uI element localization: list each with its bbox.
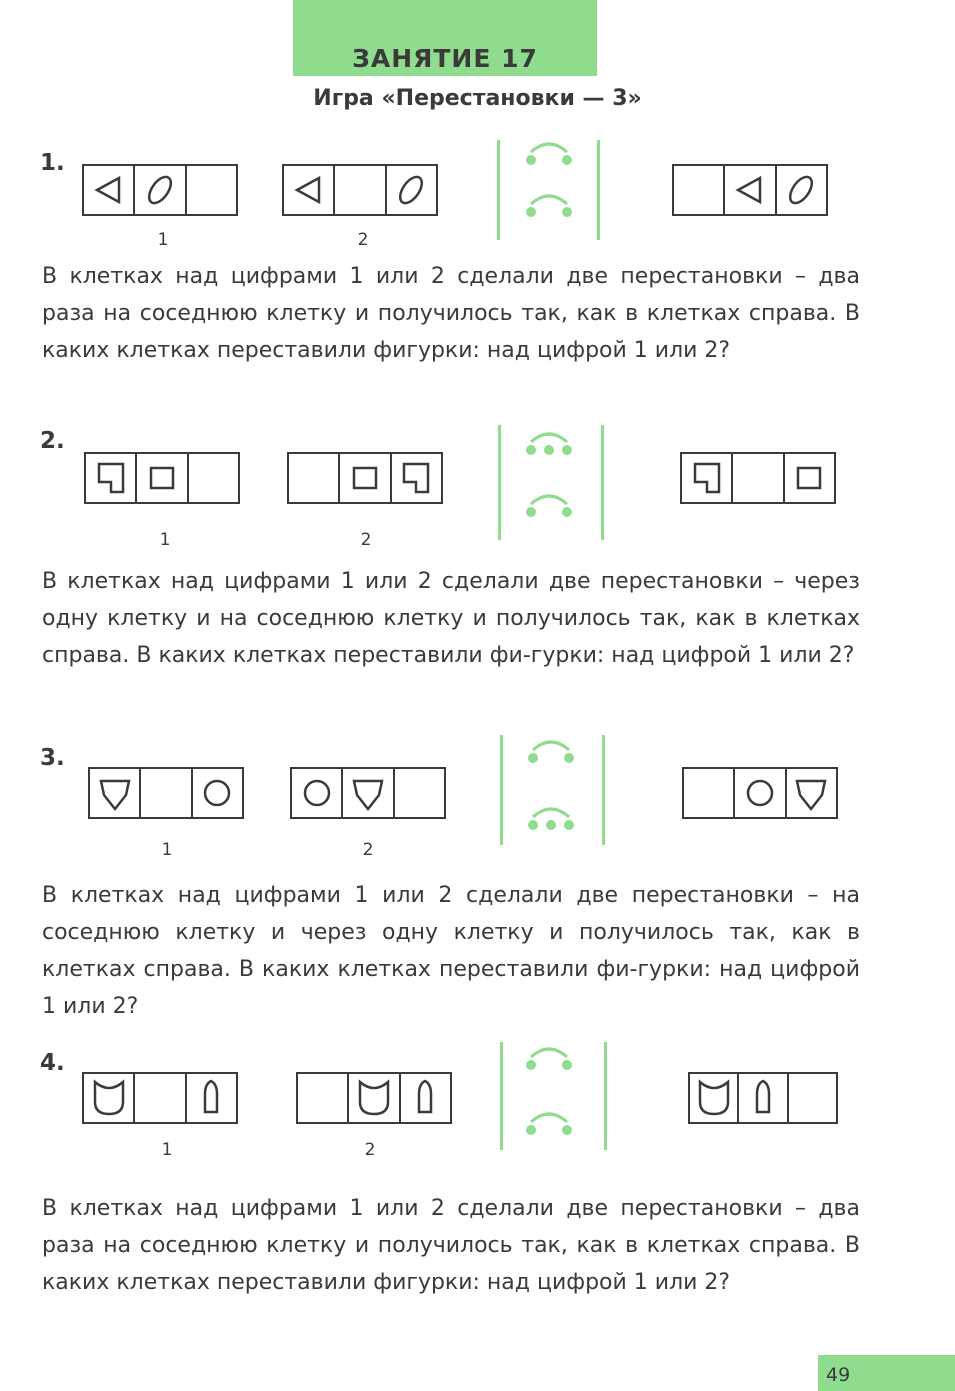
strip-1 (84, 452, 240, 504)
folded-note-icon (91, 458, 131, 498)
adjacent-swap-icon (509, 492, 589, 546)
cup-icon (354, 1078, 394, 1118)
strip-cell (86, 454, 137, 502)
divider-line (500, 735, 503, 845)
strip-2 (282, 164, 438, 216)
strip-cell (84, 166, 135, 214)
skip-one-swap-icon (511, 805, 591, 859)
strip-result (672, 164, 828, 216)
strip-cell (787, 769, 836, 817)
strip-result (688, 1072, 838, 1124)
strip-label: 2 (362, 840, 374, 860)
adjacent-swap-icon (509, 140, 589, 194)
strip-cell (785, 454, 834, 502)
strip-label: 1 (161, 1140, 173, 1160)
strip-cell (387, 166, 436, 214)
strip-cell (289, 454, 340, 502)
adjacent-swap-icon (509, 1045, 589, 1099)
strip-label: 1 (157, 230, 169, 250)
circle-icon (297, 773, 337, 813)
strip-cell (735, 769, 786, 817)
task-number: 4. (40, 1050, 65, 1076)
lesson-title: ЗАНЯТИЕ 17 (352, 44, 538, 73)
strip-cell (725, 166, 776, 214)
strip-2 (296, 1072, 452, 1124)
strip-2 (287, 452, 443, 504)
folded-note-icon (687, 458, 727, 498)
oval-icon (140, 170, 180, 210)
divider-line (500, 1042, 503, 1150)
strip-cell (187, 166, 236, 214)
task-text: В клетках над цифрами 1 или 2 сделали две перестановки – два раза на соседнюю клетку и получилось так, как в клетках справа. В каких клетках переставили фигурки: над цифрой 1 или 2? (42, 264, 860, 363)
game-title: Игра «Перестановки — 3» (313, 86, 642, 111)
circle-icon (197, 773, 237, 813)
strip-cell (682, 454, 733, 502)
strip-label: 2 (360, 530, 372, 550)
strip-1 (82, 164, 238, 216)
strip-cell (349, 1074, 400, 1122)
strip-2 (290, 767, 446, 819)
strip-cell (90, 769, 141, 817)
strip-cell (135, 166, 186, 214)
strip-cell (135, 1074, 186, 1122)
divider-line (498, 425, 501, 540)
triangle-icon (730, 170, 770, 210)
strip-cell (189, 454, 238, 502)
task-number: 2. (40, 428, 65, 454)
strip-label: 1 (161, 840, 173, 860)
bullet-icon (743, 1078, 783, 1118)
square-icon (789, 458, 829, 498)
strip-cell (141, 769, 192, 817)
bullet-icon (405, 1078, 445, 1118)
cup-icon (89, 1078, 129, 1118)
adjacent-swap-icon (509, 1110, 589, 1164)
strip-result (680, 452, 836, 504)
strip-cell (395, 769, 444, 817)
strip-cell (193, 769, 242, 817)
strip-1 (82, 1072, 238, 1124)
divider-line (597, 140, 600, 240)
strip-cell (733, 454, 784, 502)
bullet-icon (191, 1078, 231, 1118)
task-text: В клетках над цифрами 1 или 2 сделали две перестановки – на соседнюю клетку и через одну клетку и получилось так, как в клетках справа. В каких клетках переставили фи-гурки: над цифрой 1 или 2? (42, 883, 860, 1019)
page-number: 49 (826, 1364, 851, 1386)
strip-label: 2 (364, 1140, 376, 1160)
divider-line (604, 1042, 607, 1150)
strip-result (682, 767, 838, 819)
divider-line (602, 735, 605, 845)
adjacent-swap-icon (509, 192, 589, 246)
adjacent-swap-icon (511, 738, 591, 792)
shield-icon (348, 773, 388, 813)
square-icon (142, 458, 182, 498)
strip-cell (674, 166, 725, 214)
task-number: 3. (40, 745, 65, 771)
oval-icon (391, 170, 431, 210)
folded-note-icon (396, 458, 436, 498)
strip-cell (690, 1074, 739, 1122)
triangle-icon (289, 170, 329, 210)
strip-cell (340, 454, 391, 502)
task-number: 1. (40, 150, 65, 176)
circle-icon (740, 773, 780, 813)
strip-cell (343, 769, 394, 817)
skip-one-swap-icon (509, 430, 589, 484)
oval-icon (781, 170, 821, 210)
strip-cell (401, 1074, 450, 1122)
shield-icon (791, 773, 831, 813)
strip-cell (284, 166, 335, 214)
divider-line (601, 425, 604, 540)
task-text: В клетках над цифрами 1 или 2 сделали две перестановки – два раза на соседнюю клетку и получилось так, как в клетках справа. В каких клетках переставили фигурки: над цифрой 1 или 2? (42, 1196, 860, 1295)
shield-icon (95, 773, 135, 813)
strip-cell (292, 769, 343, 817)
strip-cell (777, 166, 826, 214)
task-text: В клетках над цифрами 1 или 2 сделали две перестановки – через одну клетку и на соседнюю клетку и получилось так, как в клетках справа. В каких клетках переставили фи-гурки: над цифрой 1 или 2? (42, 569, 860, 668)
cup-icon (694, 1078, 734, 1118)
square-icon (345, 458, 385, 498)
strip-label: 2 (357, 230, 369, 250)
strip-cell (187, 1074, 236, 1122)
divider-line (497, 140, 500, 240)
strip-cell (789, 1074, 836, 1122)
triangle-icon (89, 170, 129, 210)
strip-label: 1 (159, 530, 171, 550)
strip-cell (392, 454, 441, 502)
strip-cell (84, 1074, 135, 1122)
strip-cell (335, 166, 386, 214)
strip-cell (684, 769, 735, 817)
strip-cell (137, 454, 188, 502)
strip-1 (88, 767, 244, 819)
strip-cell (739, 1074, 788, 1122)
strip-cell (298, 1074, 349, 1122)
